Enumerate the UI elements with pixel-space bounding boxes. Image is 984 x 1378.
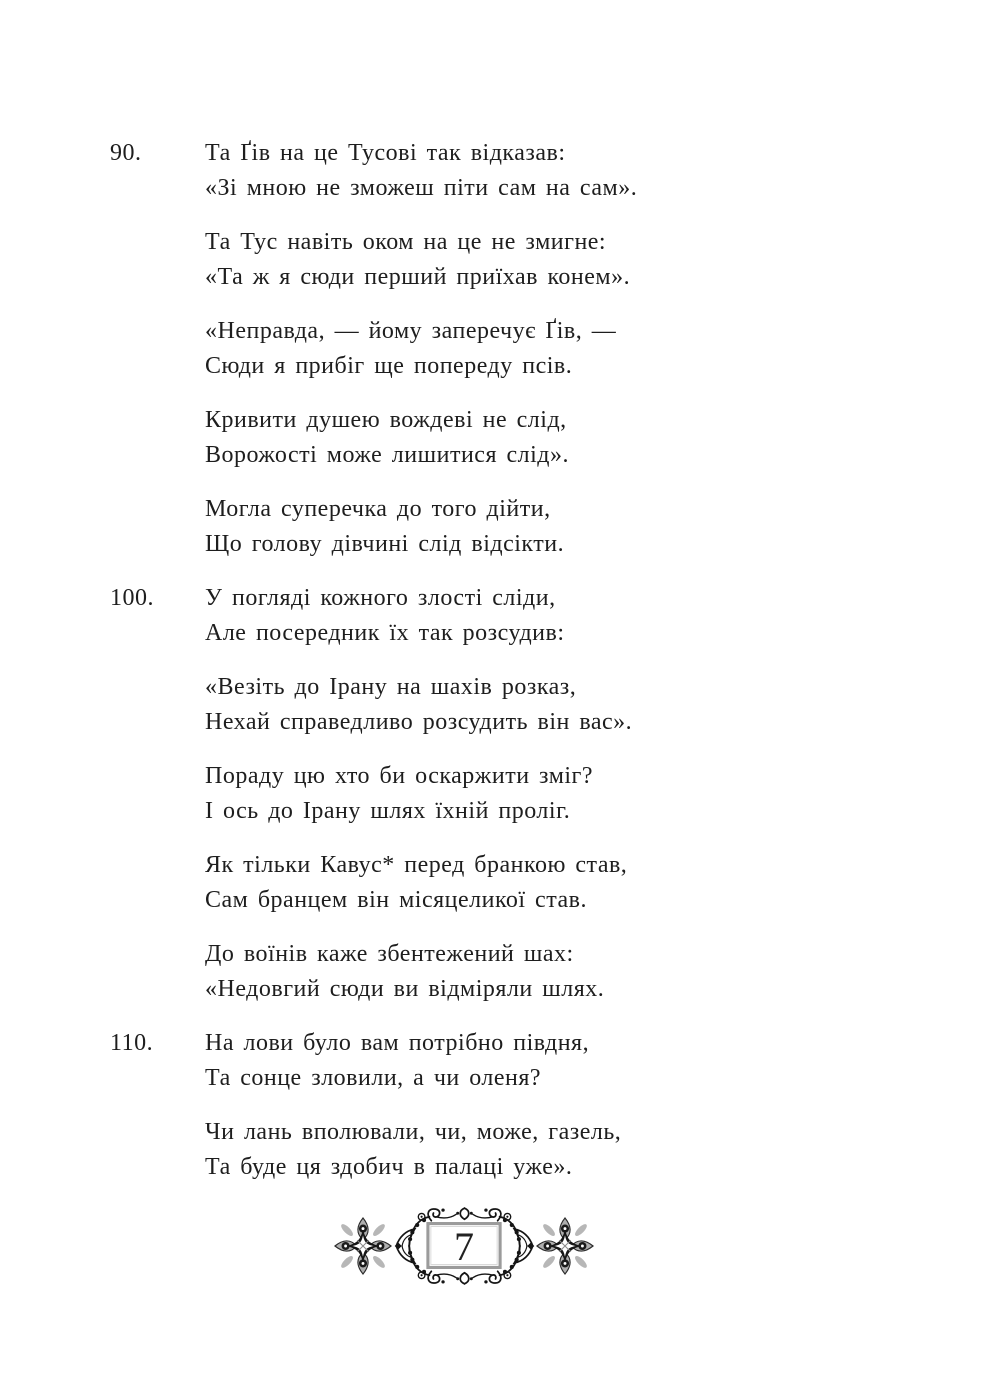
stanza <box>0 848 984 918</box>
verse-line: Пораду цю хто би оскаржити зміг? <box>205 763 594 789</box>
verse-line: Сам бранцем він місяцеликої став. <box>205 887 587 913</box>
stanza <box>0 1026 984 1096</box>
verse-line: Ворожості може лишитися слід». <box>205 442 569 468</box>
verse-line-number: 110. <box>110 1030 154 1056</box>
stanza <box>0 403 984 473</box>
verse-line: На лови було вам потрібно півдня, <box>205 1030 590 1056</box>
poem-text <box>0 136 984 1204</box>
verse-line: Та Ґів на це Тусові так відказав: <box>205 140 566 166</box>
verse-line: «Зі мною не зможеш піти сам на сам». <box>205 175 638 201</box>
verse-line: Як тільки Кавус* перед бранкою став, <box>205 852 628 878</box>
stanza <box>0 314 984 384</box>
verse-line: Кривити душею вождеві не слід, <box>205 407 567 433</box>
verse-line-number: 100. <box>110 585 154 611</box>
verse-line-number: 90. <box>110 140 142 166</box>
verse-line: Що голову дівчині слід відсікти. <box>205 531 565 557</box>
verse-line: Але посередник їх так розсудив: <box>205 620 565 646</box>
stanza <box>0 1115 984 1185</box>
verse-line: Нехай справедливо розсудить він вас». <box>205 709 633 735</box>
verse-line: Могла суперечка до того дійти, <box>205 496 551 522</box>
verse-line: Та сонце зловили, а чи оленя? <box>205 1065 542 1091</box>
page-number-cartouche <box>393 1207 536 1285</box>
verse-line: Сюди я прибіг ще попереду псів. <box>205 353 573 379</box>
verse-line: І ось до Ірану шлях їхній проліг. <box>205 798 571 824</box>
verse-line: «Неправда, — йому заперечує Ґів, — <box>205 318 617 344</box>
verse-line: «Та ж я сюди перший приїхав конем». <box>205 264 631 290</box>
page-footer-ornament <box>334 1207 594 1285</box>
stanza <box>0 581 984 651</box>
star-medallion-icon <box>536 1217 594 1275</box>
verse-line: «Везіть до Ірану на шахів розказ, <box>205 674 577 700</box>
star-medallion-icon <box>334 1217 392 1275</box>
stanza <box>0 937 984 1007</box>
verse-line: Та буде ця здобич в палаці уже». <box>205 1154 573 1180</box>
page-number: 7 <box>454 1224 474 1269</box>
stanza <box>0 136 984 206</box>
stanza <box>0 492 984 562</box>
verse-line: У погляді кожного злості сліди, <box>205 585 556 611</box>
verse-line: Та Тус навіть оком на це не змигне: <box>205 229 607 255</box>
stanza <box>0 759 984 829</box>
stanza <box>0 225 984 295</box>
verse-line: До воїнів каже збентежений шах: <box>205 941 574 967</box>
stanza <box>0 670 984 740</box>
verse-line: «Недовгий сюди ви відміряли шлях. <box>205 976 605 1002</box>
verse-line: Чи лань вполювали, чи, може, газель, <box>205 1119 622 1145</box>
